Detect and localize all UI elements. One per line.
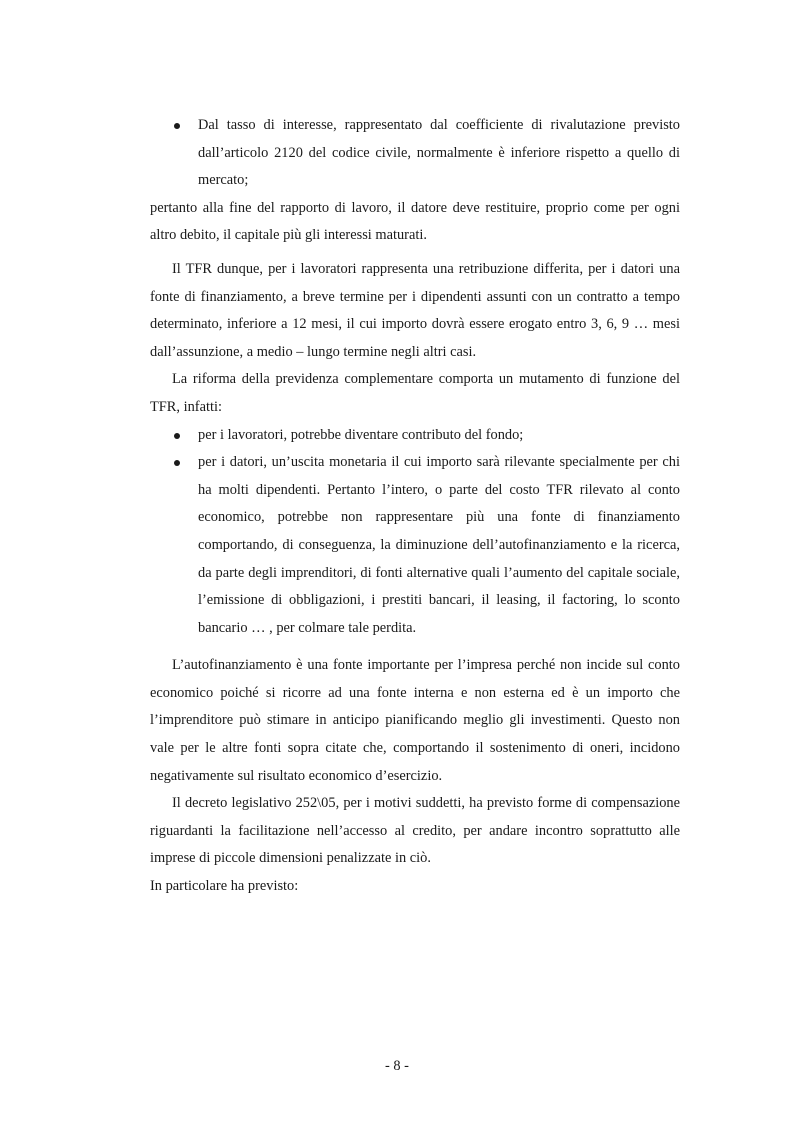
bullet-item [150, 449, 680, 642]
paragraph-tfr: Il TFR dunque, per i lavoratori rappresenta una retribuzione differita, per i datori una fonte di finanziamento, a breve termine per i dipendenti assunti con un contratto a tempo determinato, inferiore a 12 mesi, il cui importo dovrà essere erogato entro 3, 6, 9 … mesi dall’assunzione, a medio – lungo termine negli altri casi. [150, 260, 680, 360]
bullet-dot-icon [174, 433, 180, 439]
document-body [150, 112, 680, 901]
bullet-list-interest [150, 112, 680, 195]
paragraph-autofinanziamento: L’autofinanziamento è una fonte importante per l’impresa perché non incide sul conto economico poiché si ricorre ad una fonte interna e non esterna ed è un importo che l’imprenditore può stimare in anticipo pianificando meglio gli investimenti. Questo non vale per le altre fonti sopra citate che, comportando il sostenimento di oneri, incidono negativamente sul risultato economico d’esercizio. [150, 657, 680, 784]
paragraph-riforma: La riforma della previdenza complementare comporta un mutamento di funzione del TFR, infatti: [150, 371, 680, 415]
paragraph-decreto: Il decreto legislativo 252\05, per i motivi suddetti, ha previsto forme di compensazione riguardanti la facilitazione nell’accesso al credito, per andare incontro soprattutto alle imprese di piccole dimensioni penalizzate in ciò. [150, 795, 680, 867]
bullet-text: per i lavoratori, potrebbe diventare contributo del fondo; [198, 426, 524, 443]
paragraph-restitution: pertanto alla fine del rapporto di lavoro, il datore deve restituire, proprio come per ogni altro debito, il capitale più gli interessi maturati. [150, 199, 680, 244]
paragraph-final: In particolare ha previsto: [150, 878, 299, 895]
bullet-item [150, 422, 680, 450]
bullet-dot-icon [174, 460, 180, 466]
bullet-item [150, 112, 680, 195]
bullet-list-riforma [150, 422, 680, 643]
bullet-dot-icon [174, 123, 180, 129]
page-number: - 8 - [385, 1058, 409, 1074]
bullet-text: per i datori, un’uscita monetaria il cui importo sarà rilevante specialmente per chi ha molti dipendenti. Pertanto l’intero, o parte del costo TFR rilevato al conto economico, potrebbe non rappresentare più una fonte di finanziamento comportando, di conseguenza, la diminuzione dell’autofinanziamento e la ricerca, da parte degli imprenditori, di fonti alternative quali l’aumento del capitale sociale, l’emissione di obbligazioni, i prestiti bancari, il leasing, il factoring, lo sconto bancario … , per colmare tale perdita. [198, 454, 680, 636]
bullet-text: Dal tasso di interesse, rappresentato dal coefficiente di rivalutazione previsto dall’articolo 2120 del codice civile, normalmente è inferiore rispetto a quello di mercato; [198, 117, 680, 189]
